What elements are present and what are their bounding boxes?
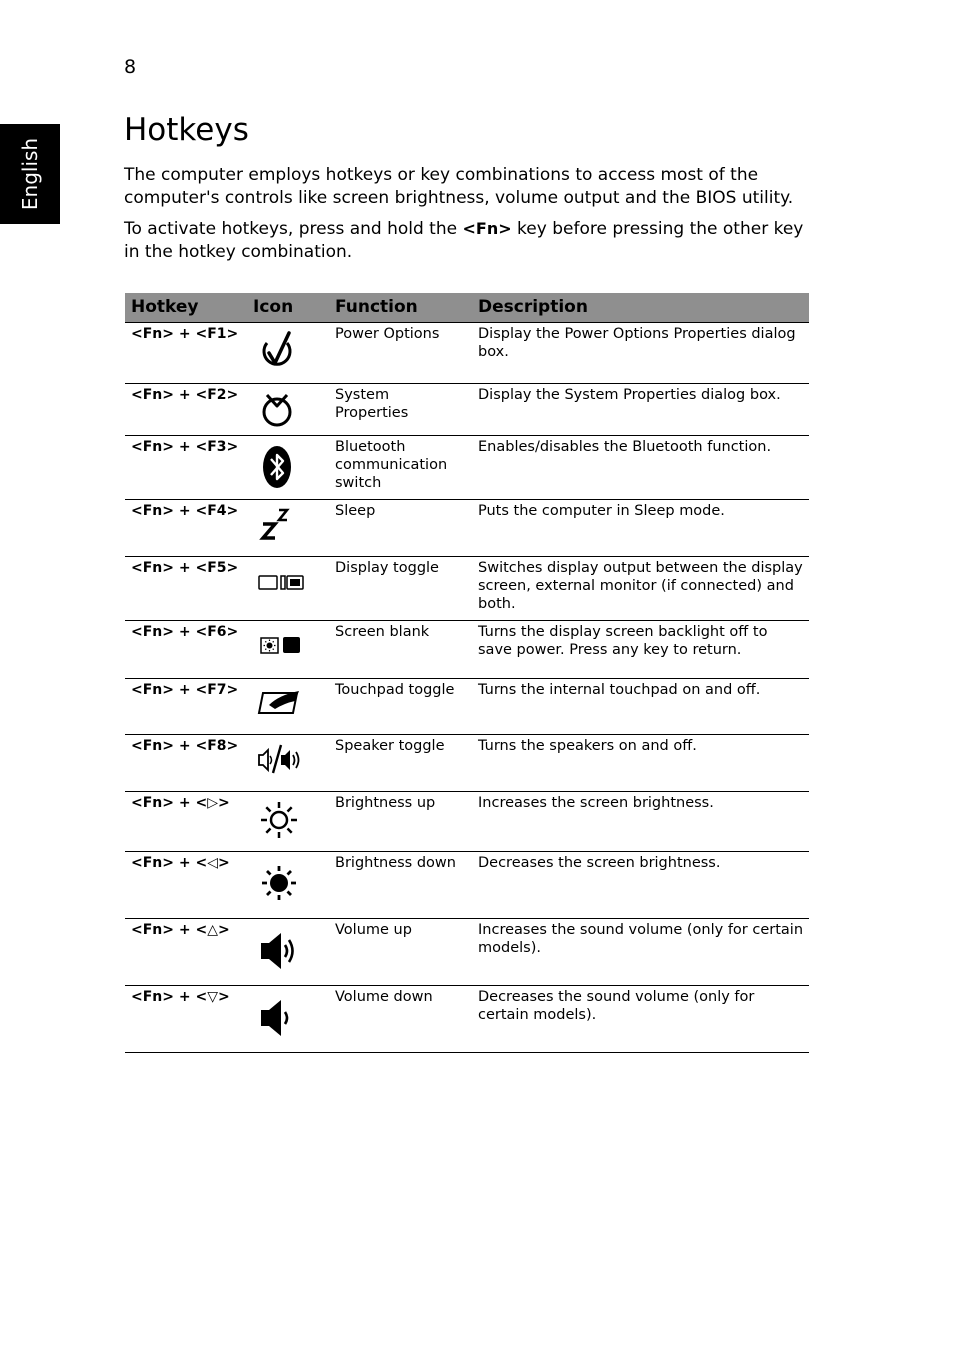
sleep-icon: [257, 506, 297, 546]
description-cell: Display the System Properties dialog box.: [472, 384, 809, 436]
volume-up-icon: [257, 929, 301, 973]
icon-cell: [247, 986, 329, 1053]
description-cell: Switches display output between the display screen, external monitor (if connected) and both.: [472, 557, 809, 621]
description-cell: Increases the screen brightness.: [472, 792, 809, 852]
speaker-toggle-icon: [257, 743, 305, 777]
table-row: [125, 500, 809, 557]
hotkey-cell: <Fn> + <▷>: [125, 792, 247, 852]
brightness-down-icon: [257, 861, 301, 905]
function-cell: Brightness up: [329, 792, 472, 852]
function-cell: Touchpad toggle: [329, 679, 472, 735]
intro-text-before: To activate hotkeys, press and hold the: [124, 219, 463, 239]
description-cell: Puts the computer in Sleep mode.: [472, 500, 809, 557]
hotkey-cell: <Fn> + <F2>: [125, 384, 247, 436]
function-cell: Screen blank: [329, 621, 472, 679]
function-cell: Power Options: [329, 323, 472, 384]
icon-cell: [247, 852, 329, 919]
system-properties-icon: [257, 390, 297, 430]
table-row: [125, 621, 809, 679]
function-cell: Display toggle: [329, 557, 472, 621]
hotkey-cell: <Fn> + <▽>: [125, 986, 247, 1053]
table-row: [125, 557, 809, 621]
hotkey-cell: <Fn> + <F6>: [125, 621, 247, 679]
fn-key-label: <Fn>: [462, 219, 512, 238]
brightness-up-icon: [257, 798, 301, 842]
function-cell: Brightness down: [329, 852, 472, 919]
table-row: [125, 986, 809, 1053]
volume-down-icon: [257, 996, 301, 1040]
description-cell: Turns the speakers on and off.: [472, 735, 809, 792]
hotkey-cell: <Fn> + <F7>: [125, 679, 247, 735]
language-label: English: [18, 137, 42, 211]
icon-cell: [247, 919, 329, 986]
description-cell: Turns the display screen backlight off to save power. Press any key to return.: [472, 621, 809, 679]
intro-text-after: key before pressing the other key in the hotkey combination.: [124, 219, 804, 262]
header-description: Description: [472, 293, 809, 323]
table-row: [125, 436, 809, 500]
hotkey-cell: <Fn> + <△>: [125, 919, 247, 986]
hotkey-cell: <Fn> + <F5>: [125, 557, 247, 621]
header-icon: Icon: [247, 293, 329, 323]
page-number: 8: [124, 56, 137, 78]
intro-paragraph-1: The computer employs hotkeys or key combinations to access most of the computer's controls like screen brightness, volume output and the BIOS utility.: [124, 165, 794, 208]
description-cell: Display the Power Options Properties dialog box.: [472, 323, 809, 384]
page-title: Hotkeys: [124, 112, 249, 148]
power-options-icon: [257, 329, 297, 373]
table-row: [125, 735, 809, 792]
hotkey-cell: <Fn> + <F8>: [125, 735, 247, 792]
icon-cell: [247, 735, 329, 792]
table-header-row: [125, 293, 809, 323]
hotkey-cell: <Fn> + <◁>: [125, 852, 247, 919]
hotkey-cell: <Fn> + <F1>: [125, 323, 247, 384]
bluetooth-icon: [257, 444, 297, 490]
icon-cell: [247, 792, 329, 852]
description-cell: Turns the internal touchpad on and off.: [472, 679, 809, 735]
intro-paragraph-2: [124, 217, 814, 264]
screen-blank-icon: [257, 635, 305, 657]
hotkeys-table: [125, 293, 809, 1053]
language-side-tab: [0, 124, 60, 224]
header-function: Function: [329, 293, 472, 323]
function-cell: Bluetooth communication switch: [329, 436, 472, 500]
hotkey-cell: <Fn> + <F4>: [125, 500, 247, 557]
display-toggle-icon: [257, 573, 305, 593]
icon-cell: [247, 323, 329, 384]
description-cell: Decreases the sound volume (only for certain models).: [472, 986, 809, 1053]
table-row: [125, 919, 809, 986]
function-cell: Sleep: [329, 500, 472, 557]
icon-cell: [247, 384, 329, 436]
description-cell: Enables/disables the Bluetooth function.: [472, 436, 809, 500]
header-hotkey: Hotkey: [125, 293, 247, 323]
icon-cell: [247, 557, 329, 621]
table-row: [125, 852, 809, 919]
function-cell: Volume down: [329, 986, 472, 1053]
table-row: [125, 792, 809, 852]
table-row: [125, 679, 809, 735]
function-cell: Volume up: [329, 919, 472, 986]
table-row: [125, 323, 809, 384]
description-cell: Decreases the screen brightness.: [472, 852, 809, 919]
icon-cell: [247, 436, 329, 500]
icon-cell: [247, 679, 329, 735]
icon-cell: [247, 621, 329, 679]
hotkey-cell: <Fn> + <F3>: [125, 436, 247, 500]
table-row: [125, 384, 809, 436]
touchpad-toggle-icon: [257, 687, 303, 717]
description-cell: Increases the sound volume (only for certain models).: [472, 919, 809, 986]
icon-cell: [247, 500, 329, 557]
function-cell: System Properties: [329, 384, 472, 436]
function-cell: Speaker toggle: [329, 735, 472, 792]
